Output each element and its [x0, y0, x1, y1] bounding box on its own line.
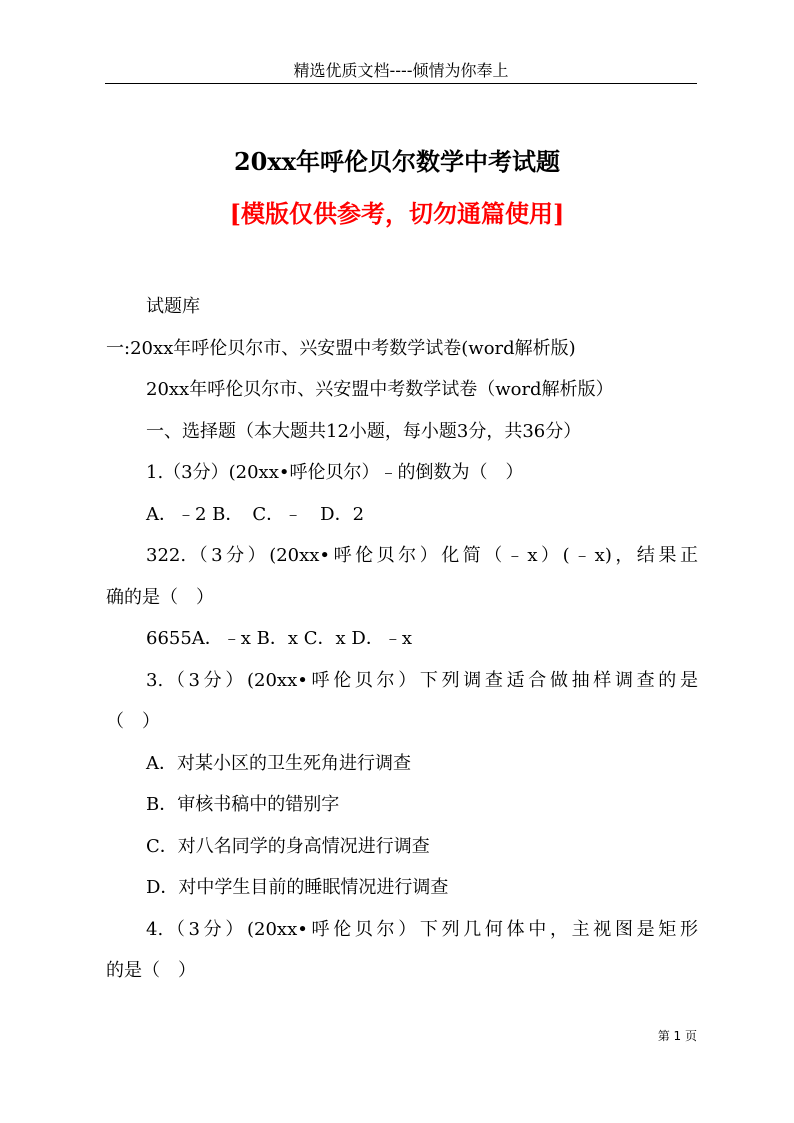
question-2: 322.（3分）(20xx•呼伦贝尔）化简（﹣x）(﹣x)，结果正 — [146, 545, 698, 566]
section-heading: 一:20xx年呼伦贝尔市、兴安盟中考数学试卷(word解析版) — [106, 337, 576, 359]
header-text: 精选优质文档----倾情为你奉上 — [293, 61, 509, 80]
question-1: 1.（3分）(20xx•呼伦贝尔）﹣的倒数为（ ） — [146, 462, 524, 483]
question-3-option-d: D．对中学生目前的睡眠情况进行调查 — [146, 877, 449, 898]
question-3-option-c: C．对八名同学的身高情况进行调查 — [146, 835, 430, 857]
document-title: 20xx年呼伦贝尔数学中考试题 — [233, 147, 560, 176]
exam-title-line: 20xx年呼伦贝尔市、兴安盟中考数学试卷（word解析版） — [146, 379, 614, 400]
question-3-option-a: A．对某小区的卫生死角进行调查 — [146, 752, 411, 774]
question-2-options: 6655A．﹣x B．x C．x D．﹣x — [146, 628, 413, 649]
question-2-continuation: 确的是（ ） — [106, 586, 214, 608]
document-body — [106, 286, 698, 992]
part-heading: 一、选择题（本大题共12小题，每小题3分，共36分） — [146, 420, 582, 442]
question-3-option-b: B．审核书稿中的错别字 — [146, 794, 340, 815]
question-4-continuation: 的是（ ） — [106, 960, 196, 981]
question-3-continuation: （ ） — [106, 711, 160, 732]
document-subtitle: [模版仅供参考，切勿通篇使用] — [229, 199, 565, 228]
page-number: 第 1 页 — [657, 1029, 697, 1043]
question-1-options: A．﹣2 B． C．﹣ D．2 — [146, 503, 365, 525]
question-3: 3.（3分）(20xx•呼伦贝尔）下列调查适合做抽样调查的是 — [146, 669, 698, 691]
question-4: 4.（3分）(20xx•呼伦贝尔）下列几何体中，主视图是矩形 — [146, 918, 698, 940]
section-label: 试题库 — [146, 296, 200, 317]
page-header — [105, 58, 697, 84]
